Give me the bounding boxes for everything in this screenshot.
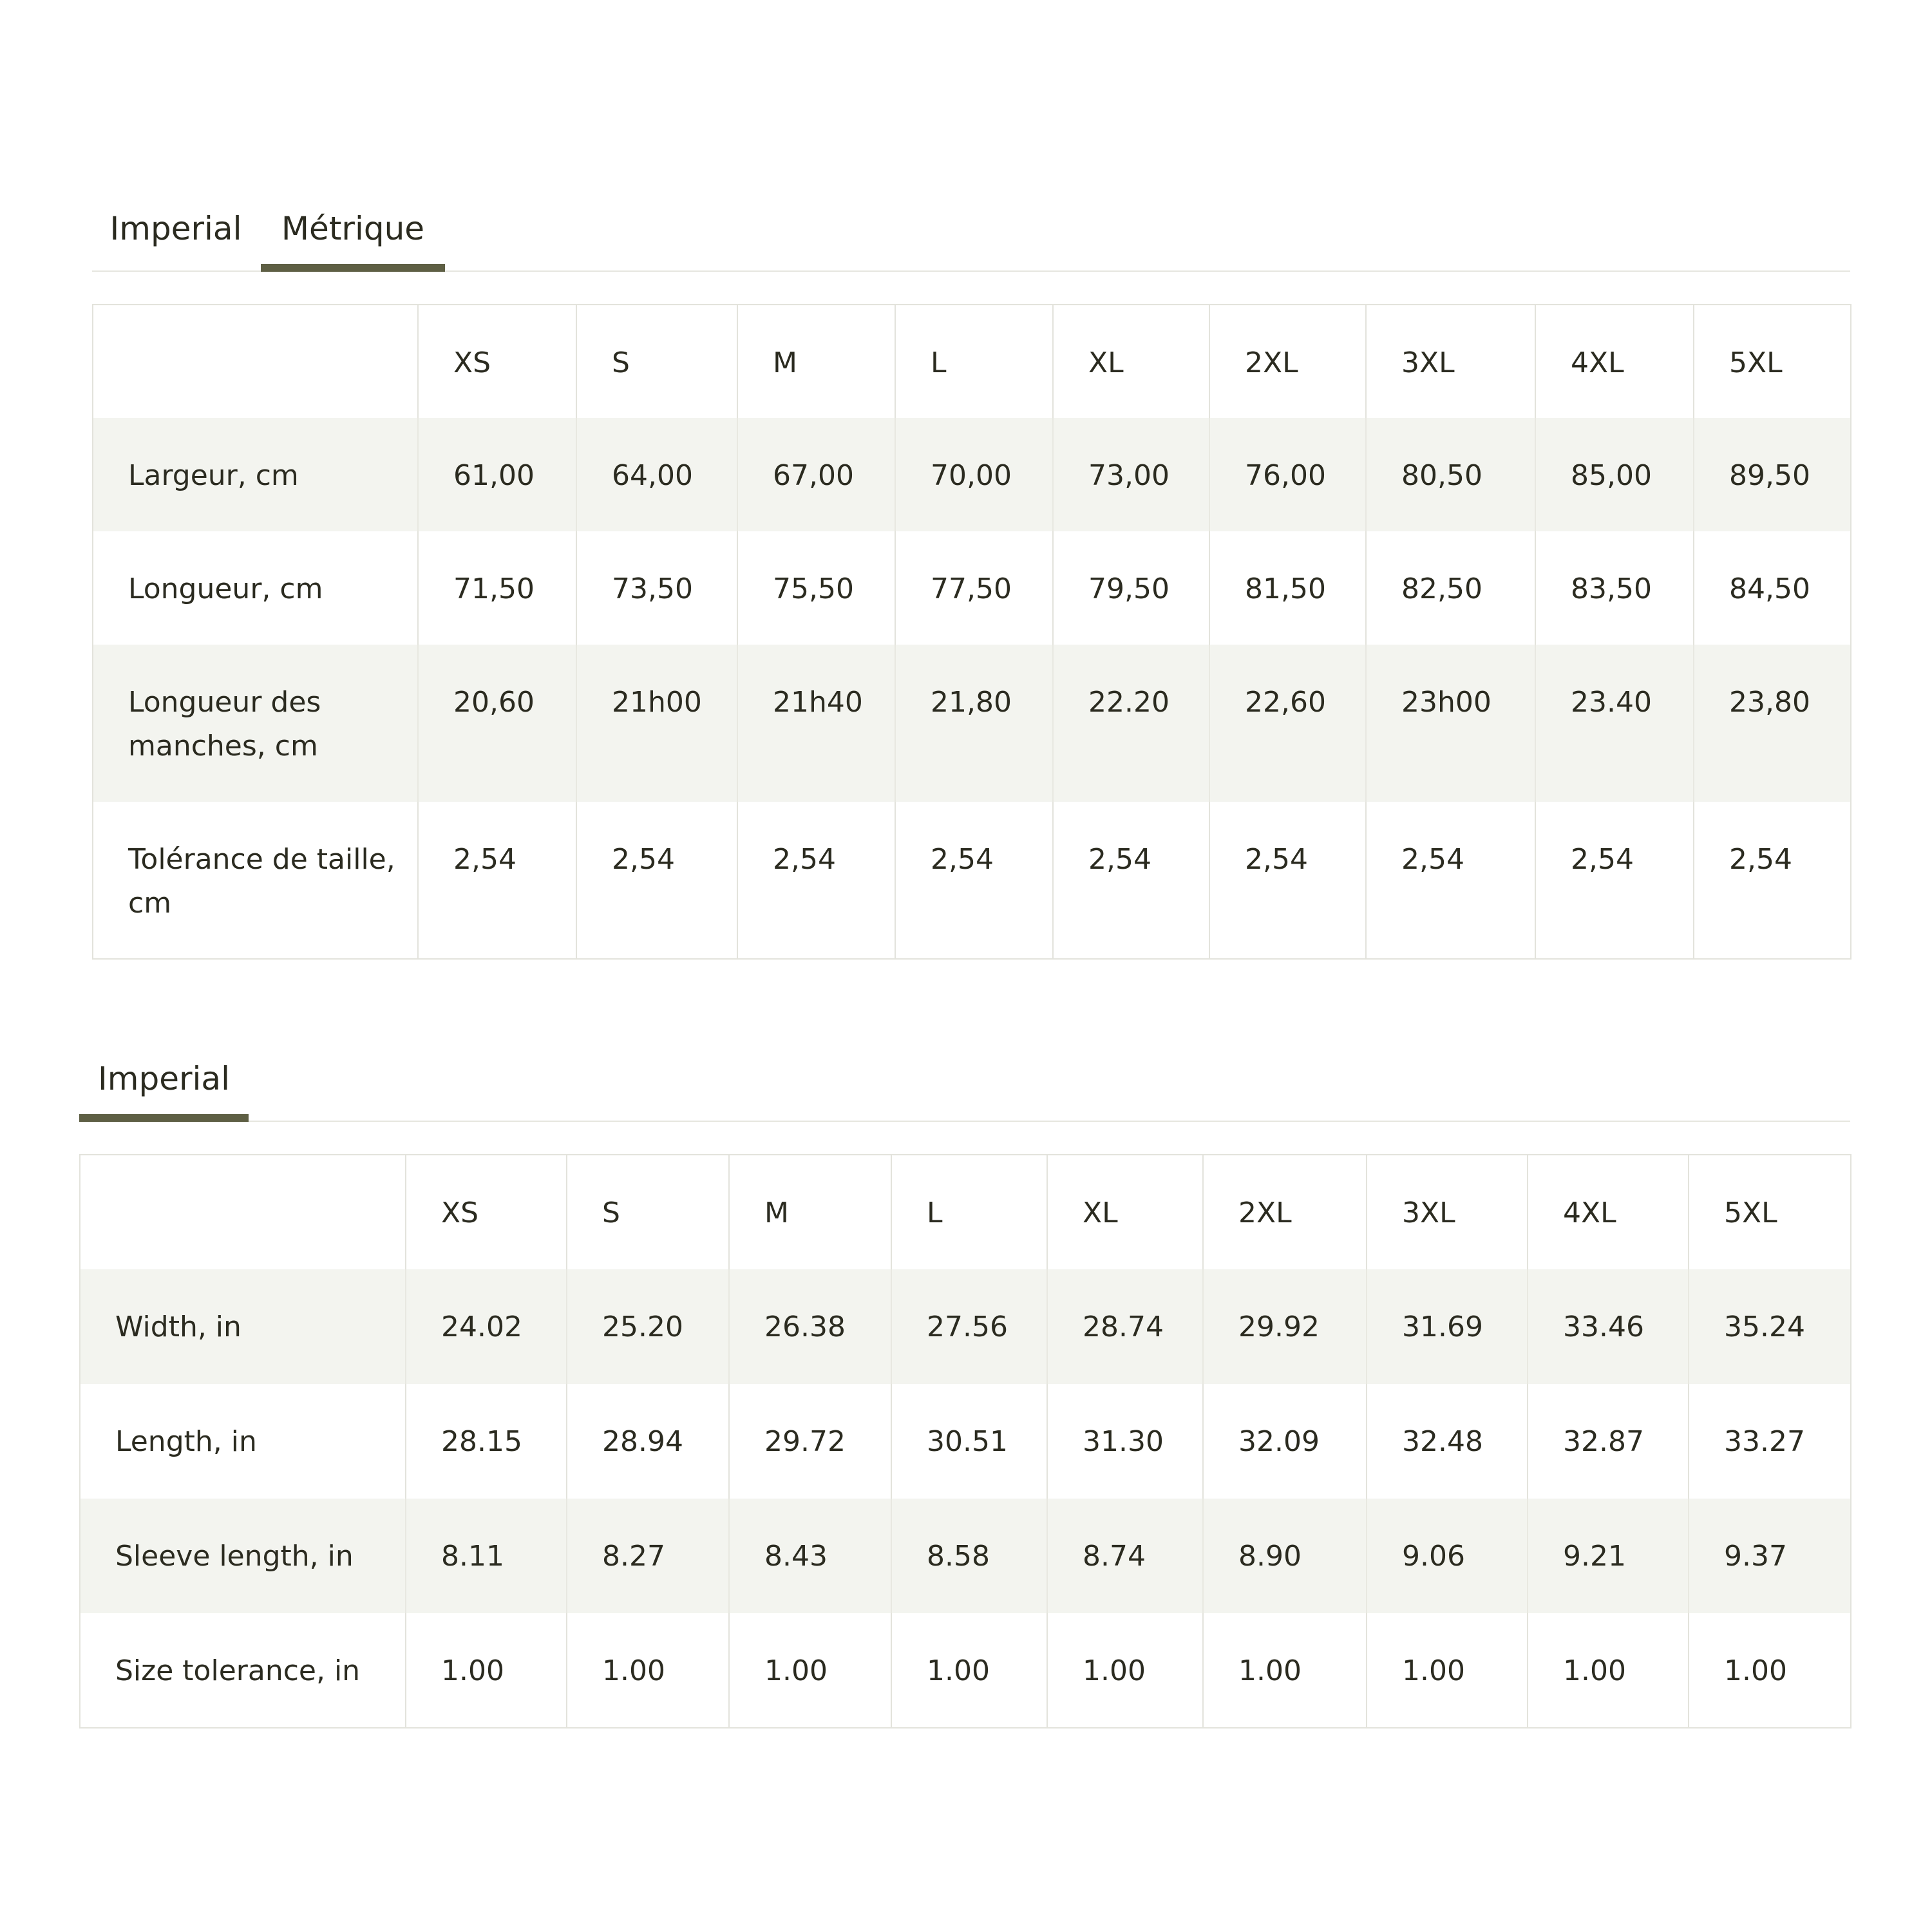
header-cell-l: L <box>895 305 1053 418</box>
table-cell: 8.58 <box>891 1499 1047 1613</box>
table-cell: 8.43 <box>729 1499 891 1613</box>
table-cell: 9.37 <box>1689 1499 1851 1613</box>
header-cell-4xl: 4XL <box>1528 1155 1689 1269</box>
table-header-row <box>93 305 1851 418</box>
table-cell: 33.46 <box>1528 1269 1689 1384</box>
row-label: Width, in <box>80 1269 406 1384</box>
table-cell: 83,50 <box>1535 531 1694 645</box>
header-cell-s: S <box>567 1155 729 1269</box>
table-row <box>93 531 1851 645</box>
tab-imperial[interactable] <box>92 193 260 270</box>
table-cell: 29.92 <box>1203 1269 1367 1384</box>
header-cell-xl: XL <box>1047 1155 1203 1269</box>
header-cell-xs: XS <box>418 305 576 418</box>
table-cell: 8.74 <box>1047 1499 1203 1613</box>
table-row <box>93 418 1851 531</box>
header-cell-3xl: 3XL <box>1366 305 1535 418</box>
metric-tab-bar <box>92 193 1850 272</box>
imperial-section <box>79 1043 1850 1752</box>
row-label: Largeur, cm <box>93 418 418 531</box>
table-row <box>93 802 1851 959</box>
table-cell: 76,00 <box>1209 418 1366 531</box>
table-cell: 77,50 <box>895 531 1053 645</box>
table-cell: 84,50 <box>1694 531 1851 645</box>
table-cell: 2,54 <box>418 802 576 959</box>
table-cell: 61,00 <box>418 418 576 531</box>
table-cell: 71,50 <box>418 531 576 645</box>
table-cell: 73,00 <box>1053 418 1209 531</box>
metric-size-table <box>92 304 1852 960</box>
table-cell: 29.72 <box>729 1384 891 1499</box>
table-cell: 32.87 <box>1528 1384 1689 1499</box>
table-cell: 70,00 <box>895 418 1053 531</box>
table-cell: 2,54 <box>576 802 737 959</box>
table-cell: 22.20 <box>1053 645 1209 802</box>
table-cell: 89,50 <box>1694 418 1851 531</box>
header-cell-2xl: 2XL <box>1209 305 1366 418</box>
table-row <box>80 1499 1851 1613</box>
table-cell: 22,60 <box>1209 645 1366 802</box>
table-cell: 35.24 <box>1689 1269 1851 1384</box>
table-cell: 2,54 <box>1053 802 1209 959</box>
table-cell: 1.00 <box>567 1613 729 1728</box>
row-label: Longueur, cm <box>128 573 323 605</box>
header-cell-3xl: 3XL <box>1367 1155 1528 1269</box>
table-cell: 32.48 <box>1367 1384 1528 1499</box>
table-cell: 1.00 <box>1689 1613 1851 1728</box>
table-cell: 8.27 <box>567 1499 729 1613</box>
table-row <box>93 645 1851 802</box>
table-cell: 33.27 <box>1689 1384 1851 1499</box>
imperial-tab-bar <box>79 1043 1850 1122</box>
row-label: Longueur des manches, cm <box>93 645 418 802</box>
table-cell: 20,60 <box>418 645 576 802</box>
header-cell-4xl: 4XL <box>1535 305 1694 418</box>
table-cell: 64,00 <box>576 418 737 531</box>
table-row <box>80 1269 1851 1384</box>
header-cell-5xl: 5XL <box>1689 1155 1851 1269</box>
table-cell: 23.40 <box>1535 645 1694 802</box>
table-cell: 27.56 <box>891 1269 1047 1384</box>
table-cell: 9.21 <box>1528 1499 1689 1613</box>
table-cell: 28.94 <box>567 1384 729 1499</box>
header-cell-m: M <box>737 305 895 418</box>
table-cell: 24.02 <box>406 1269 567 1384</box>
table-cell: 28.74 <box>1047 1269 1203 1384</box>
table-cell: 79,50 <box>1053 531 1209 645</box>
table-cell: 73,50 <box>576 531 737 645</box>
table-cell: 1.00 <box>1367 1613 1528 1728</box>
table-cell: 25.20 <box>567 1269 729 1384</box>
table-row <box>80 1613 1851 1728</box>
table-cell: 2,54 <box>1209 802 1366 959</box>
tab-metrique-label: Métrique <box>281 210 425 247</box>
header-cell-xs: XS <box>406 1155 567 1269</box>
metric-section <box>92 193 1850 966</box>
table-cell: 32.09 <box>1203 1384 1367 1499</box>
header-cell-l: L <box>891 1155 1047 1269</box>
table-cell: 81,50 <box>1209 531 1366 645</box>
header-cell-empty <box>80 1155 406 1269</box>
header-cell-2xl: 2XL <box>1203 1155 1367 1269</box>
table-cell: 67,00 <box>737 418 895 531</box>
table-cell: 2,54 <box>895 802 1053 959</box>
table-cell: 1.00 <box>406 1613 567 1728</box>
table-cell: 80,50 <box>1366 418 1535 531</box>
table-cell: 30.51 <box>891 1384 1047 1499</box>
header-cell-5xl: 5XL <box>1694 305 1851 418</box>
table-cell: 26.38 <box>729 1269 891 1384</box>
table-cell: 8.90 <box>1203 1499 1367 1613</box>
table-cell: 2,54 <box>1694 802 1851 959</box>
tab-imperial-only-label: Imperial <box>98 1060 230 1097</box>
table-cell: 2,54 <box>1366 802 1535 959</box>
header-cell-xl: XL <box>1053 305 1209 418</box>
table-cell: 21h40 <box>737 645 895 802</box>
table-cell: 85,00 <box>1535 418 1694 531</box>
table-cell: 28.15 <box>406 1384 567 1499</box>
row-label: Tolérance de taille, cm <box>128 843 395 920</box>
table-cell: 8.11 <box>406 1499 567 1613</box>
table-cell: 31.69 <box>1367 1269 1528 1384</box>
table-cell: 9.06 <box>1367 1499 1528 1613</box>
header-cell-empty <box>93 305 418 418</box>
row-label: Size tolerance, in <box>115 1654 361 1687</box>
tab-metrique[interactable] <box>261 193 445 270</box>
table-cell: 75,50 <box>737 531 895 645</box>
tab-imperial-label: Imperial <box>109 210 242 247</box>
table-cell: 1.00 <box>1203 1613 1367 1728</box>
table-cell: 1.00 <box>729 1613 891 1728</box>
table-cell: 82,50 <box>1366 531 1535 645</box>
table-cell: 21,80 <box>895 645 1053 802</box>
tab-imperial-only[interactable] <box>79 1043 249 1121</box>
table-cell: 23h00 <box>1366 645 1535 802</box>
table-cell: 1.00 <box>891 1613 1047 1728</box>
table-cell: 2,54 <box>737 802 895 959</box>
table-cell: 21h00 <box>576 645 737 802</box>
header-cell-m: M <box>729 1155 891 1269</box>
imperial-size-table <box>79 1154 1852 1728</box>
table-cell: 23,80 <box>1694 645 1851 802</box>
row-label: Sleeve length, in <box>80 1499 406 1613</box>
table-row <box>80 1384 1851 1499</box>
header-cell-s: S <box>576 305 737 418</box>
table-cell: 2,54 <box>1535 802 1694 959</box>
table-cell: 1.00 <box>1528 1613 1689 1728</box>
row-label: Length, in <box>115 1425 257 1458</box>
table-header-row <box>80 1155 1851 1269</box>
table-cell: 31.30 <box>1047 1384 1203 1499</box>
table-cell: 1.00 <box>1047 1613 1203 1728</box>
